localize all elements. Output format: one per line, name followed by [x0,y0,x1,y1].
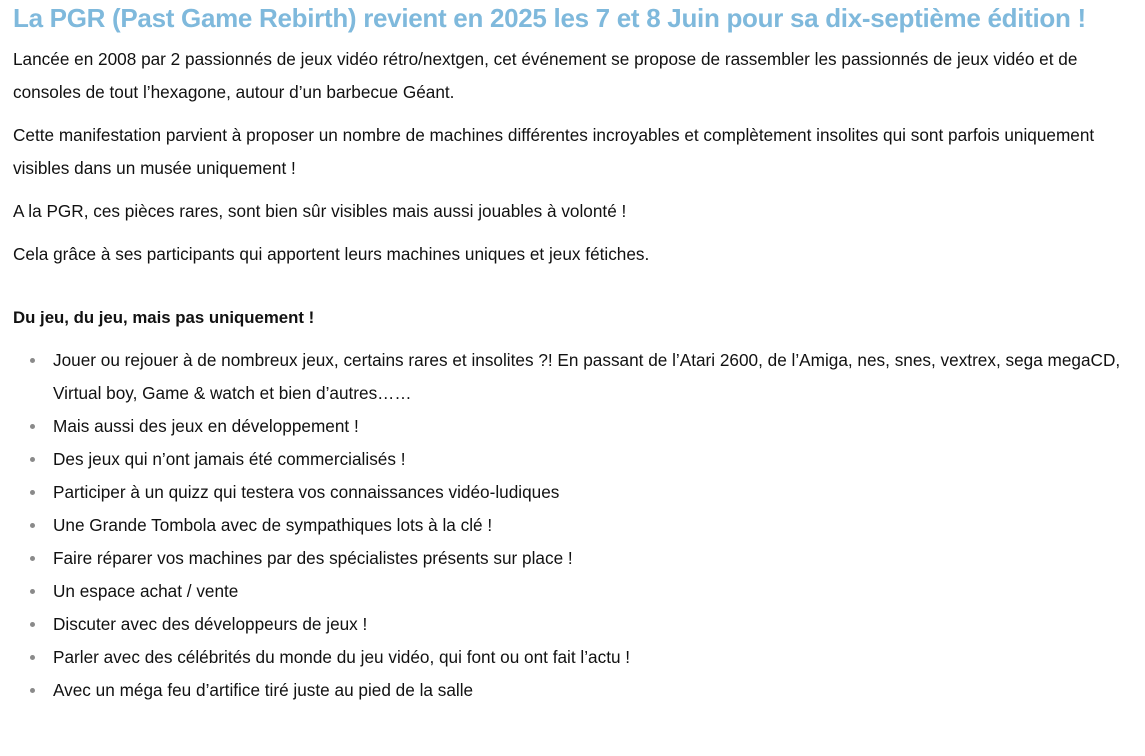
list-item-text: Jouer ou rejouer à de nombreux jeux, certains rares et insolites ?! En passant de l’Atari 2600, de l’Amiga, nes, snes, vextrex, sega megaCD, Virtual boy, Game & watch et bien d’autres…… [53,350,1121,403]
list-item-text: Participer à un quizz qui testera vos connaissances vidéo-ludiques [53,482,560,502]
list-item-text: Mais aussi des jeux en développement ! [53,416,359,436]
bullet-icon [30,358,35,363]
bullet-icon [30,523,35,528]
list-item [53,608,1131,641]
bullet-icon [30,589,35,594]
list-item [53,344,1131,410]
bullet-icon [30,556,35,561]
list-item-text: Discuter avec des développeurs de jeux ! [53,614,368,634]
article-title: La PGR (Past Game Rebirth) revient en 2025 les 7 et 8 Juin pour sa dix-septième édition ! [13,3,1086,33]
bullet-icon [30,424,35,429]
bullet-icon [30,457,35,462]
list-item [53,476,1131,509]
list-item-text: Faire réparer vos machines par des spécialistes présents sur place ! [53,548,573,568]
list-item-text: Un espace achat / vente [53,581,239,601]
list-item [53,641,1131,674]
list-item-text: Des jeux qui n’ont jamais été commercialisés ! [53,449,406,469]
bullet-icon [30,490,35,495]
list-item-text: Parler avec des célébrités du monde du jeu vidéo, qui font ou ont fait l’actu ! [53,647,631,667]
list-item [53,443,1131,476]
bullet-icon [30,688,35,693]
list-item [53,509,1131,542]
list-item-text: Avec un méga feu d’artifice tiré juste au pied de la salle [53,680,474,700]
list-item [53,410,1131,443]
list-item [53,542,1131,575]
paragraph-machines: Cette manifestation parvient à proposer un nombre de machines différentes incroyables et complètement insolites qui sont parfois uniquement visibles dans un musée uniquement ! [13,125,1095,178]
feature-list [13,344,1131,707]
paragraph-participants: Cela grâce à ses participants qui apportent leurs machines uniques et jeux fétiches. [13,244,650,264]
bullet-icon [30,655,35,660]
list-item-text: Une Grande Tombola avec de sympathiques lots à la clé ! [53,515,493,535]
section-heading: Du jeu, du jeu, mais pas uniquement ! [13,308,315,327]
paragraph-intro: Lancée en 2008 par 2 passionnés de jeux vidéo rétro/nextgen, cet événement se propose de rassembler les passionnés de jeux vidéo et de consoles de tout l’hexagone, autour d’un barbecue Géant. [13,49,1078,102]
list-item [53,575,1131,608]
bullet-icon [30,622,35,627]
list-item [53,674,1131,707]
paragraph-rare-pieces: A la PGR, ces pièces rares, sont bien sûr visibles mais aussi jouables à volonté ! [13,201,627,221]
